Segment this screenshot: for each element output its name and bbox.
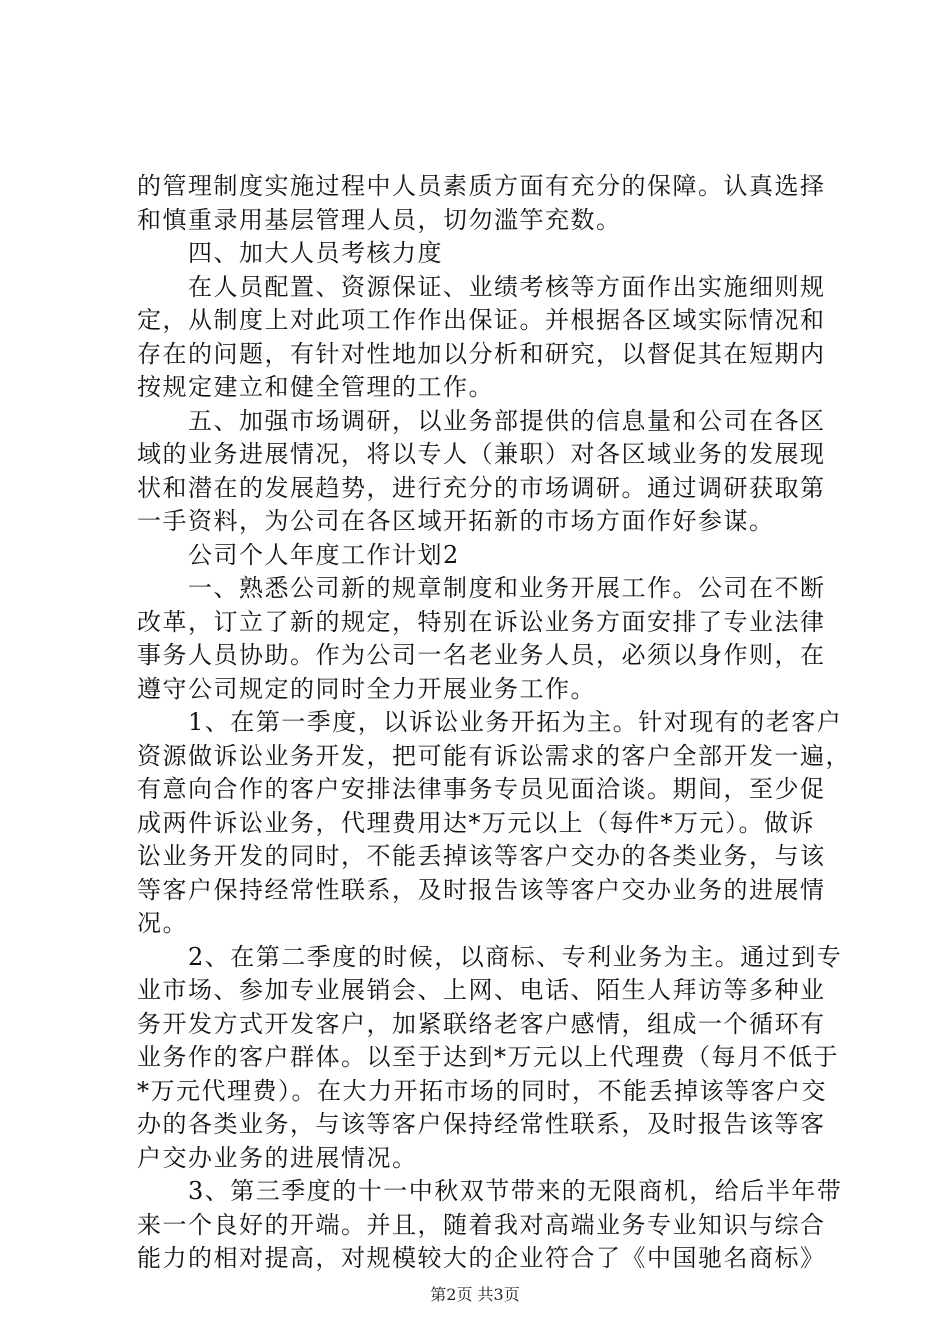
text-line: 一、熟悉公司新的规章制度和业务开展工作。公司在不断 (137, 574, 826, 602)
text-line: 有意向合作的客户安排法律事务专员见面洽谈。期间，至少促 (137, 775, 826, 803)
text-line: 遵守公司规定的同时全力开展业务工作。 (137, 674, 596, 703)
section-heading: 四、加大人员考核力度 (137, 239, 443, 267)
text-line: 五、加强市场调研，以业务部提供的信息量和公司在各区 (137, 406, 826, 435)
text-line: 务开发方式开发客户，加紧联络老客户感情，组成一个循环有 (137, 1009, 826, 1038)
text-line: 事务人员协助。作为公司一名老业务人员，必须以身作则，在 (137, 641, 826, 669)
section-heading: 公司个人年度工作计划2 (137, 540, 460, 569)
text-line: 办的各类业务，与该等客户保持经常性联系，及时报告该等客 (137, 1110, 826, 1138)
text-line: 存在的问题，有针对性地加以分析和研究，以督促其在短期内 (137, 339, 826, 368)
text-line: 来一个良好的开端。并且，随着我对高端业务专业知识与综合 (137, 1210, 826, 1239)
text-line: 和慎重录用基层管理人员，切勿滥竽充数。 (137, 205, 622, 234)
text-line: 一手资料，为公司在各区域开拓新的市场方面作好参谋。 (137, 507, 775, 535)
text-line: 3、第三季度的十一中秋双节带来的无限商机，给后半年带 (137, 1177, 843, 1205)
text-line: 域的业务进展情况，将以专人（兼职）对各区域业务的发展现 (137, 440, 826, 468)
text-line: 的管理制度实施过程中人员素质方面有充分的保障。认真选择 (137, 172, 826, 200)
text-line: 按规定建立和健全管理的工作。 (137, 373, 494, 401)
text-line: 定，从制度上对此项工作作出保证。并根据各区域实际情况和 (137, 306, 826, 334)
text-line: 成两件诉讼业务，代理费用达*万元以上（每件*万元）。做诉 (137, 808, 815, 837)
text-line: 改革，订立了新的规定，特别在诉讼业务方面安排了专业法律 (137, 607, 826, 636)
document-body (137, 170, 851, 1276)
page-footer: 第2页 共3页 (430, 1285, 520, 1304)
text-line: 况。 (137, 909, 188, 937)
text-line: 2、在第二季度的时候，以商标、专利业务为主。通过到专 (137, 942, 843, 971)
text-line: 等客户保持经常性联系，及时报告该等客户交办业务的进展情 (137, 875, 826, 904)
text-line: 业市场、参加专业展销会、上网、电话、陌生人拜访等多种业 (137, 976, 826, 1004)
text-line: 在人员配置、资源保证、业绩考核等方面作出实施细则规 (137, 272, 826, 301)
text-line: 业务作的客户群体。以至于达到*万元以上代理费（每月不低于 (137, 1043, 839, 1071)
text-line: 户交办业务的进展情况。 (137, 1143, 418, 1172)
text-line: 资源做诉讼业务开发，把可能有诉讼需求的客户全部开发一遍， (137, 741, 851, 770)
text-line: 状和潜在的发展趋势，进行充分的市场调研。通过调研获取第 (137, 473, 826, 502)
text-line: 1、在第一季度，以诉讼业务开拓为主。针对现有的老客户 (137, 708, 843, 736)
text-line: 讼业务开发的同时，不能丢掉该等客户交办的各类业务，与该 (137, 842, 826, 870)
text-line: *万元代理费）。在大力开拓市场的同时，不能丢掉该等客户交 (137, 1076, 827, 1105)
text-line: 能力的相对提高，对规模较大的企业符合了《中国驰名商标》 (137, 1244, 826, 1272)
